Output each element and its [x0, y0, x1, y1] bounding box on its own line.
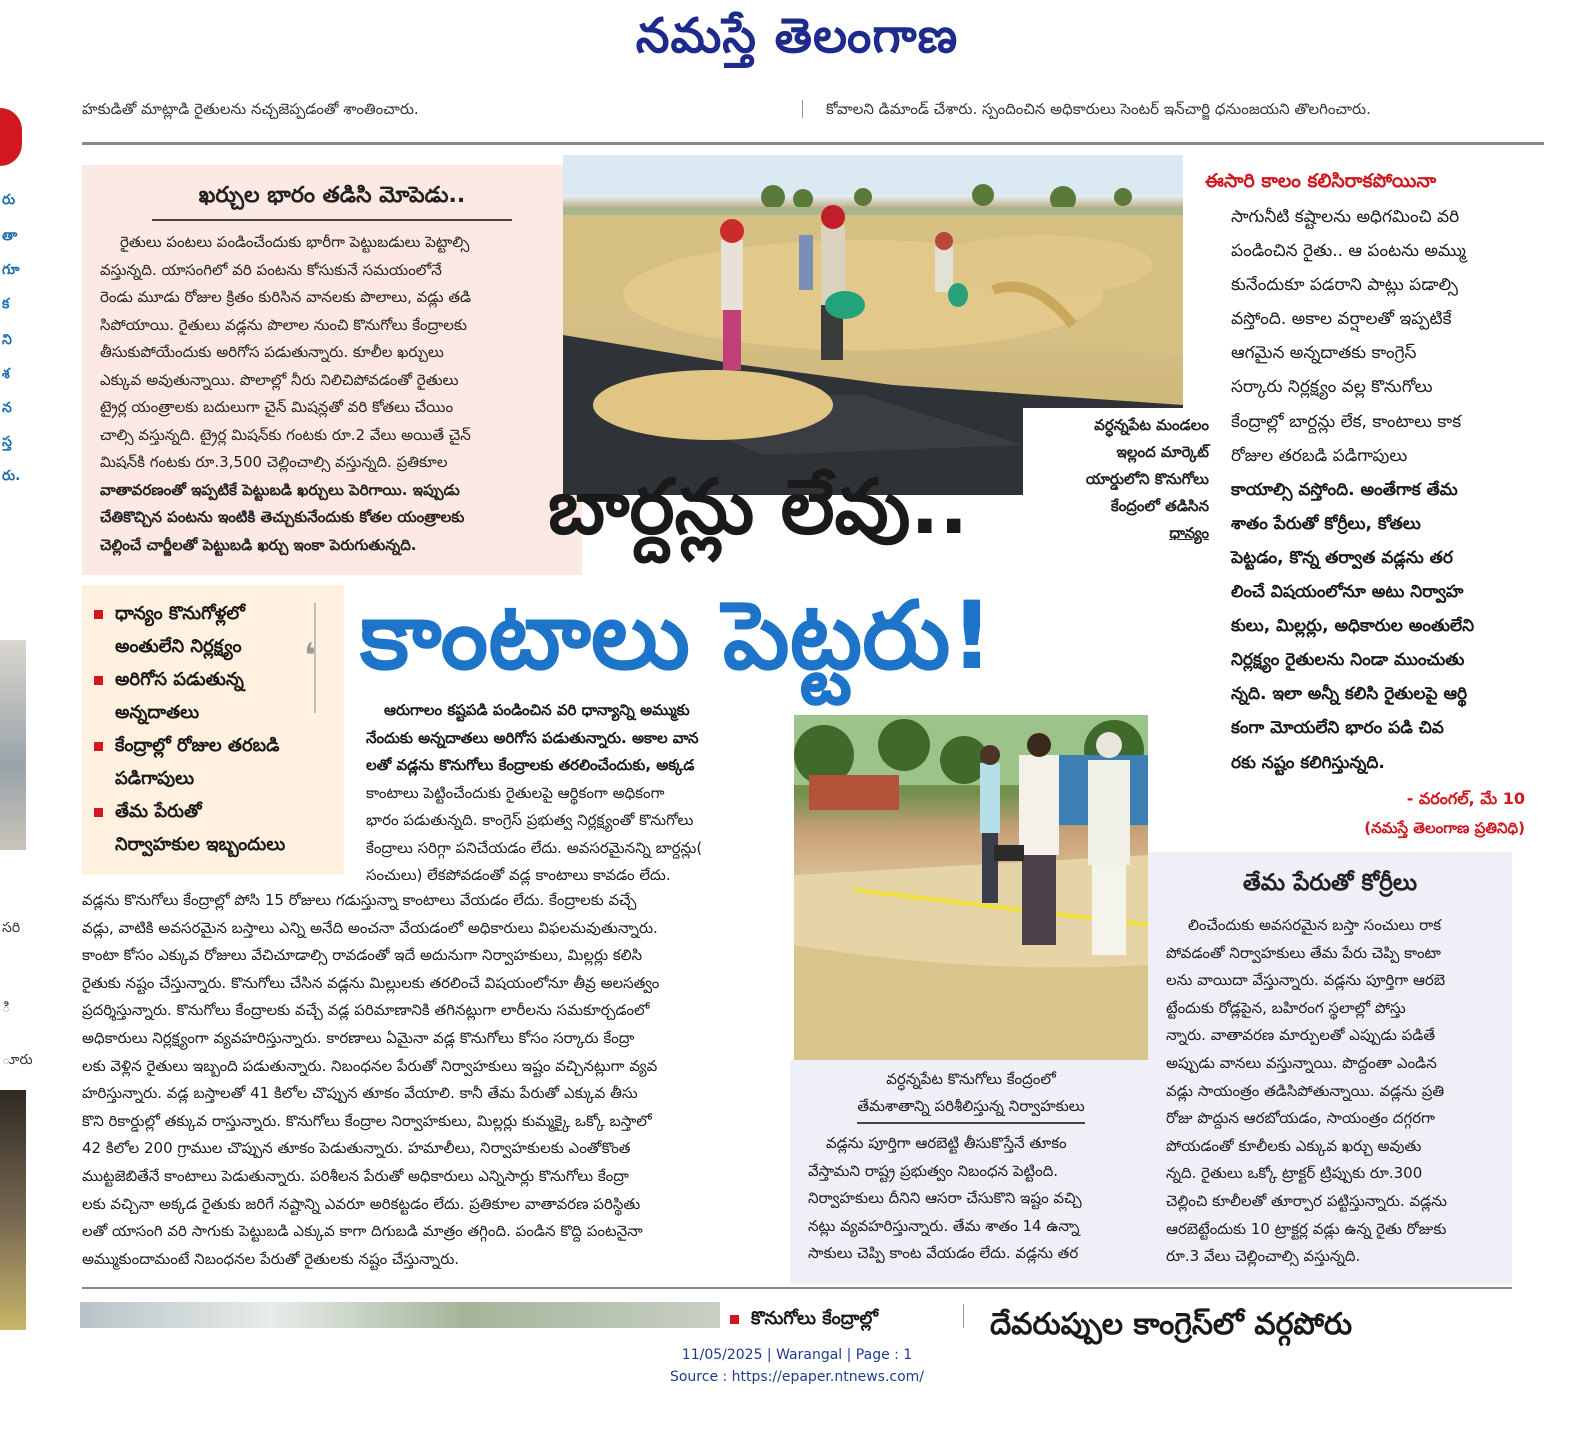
- strip-glyph: సరి: [2, 920, 21, 936]
- text-line: మిషన్‌కి గంటకు రూ.3,500 చెల్లించాల్సి వస్తున్నది. ప్రతికూల: [100, 453, 448, 471]
- next-story-photo: [80, 1302, 720, 1328]
- text-line: కేంద్రాలు సరిగ్గా పనిచేయడం లేదు. అవసరమైనన్ని బార్దన్లు(: [366, 838, 703, 857]
- text-line: కాంటా కోసం ఎక్కువ రోజులు వేచిచూడాల్సి రావడంతో ఇదే అదునుగా నిర్వాహకులు, మిల్లర్లు కలిసి: [82, 946, 643, 965]
- moisture-right-text: [1166, 912, 1496, 1271]
- text-line: లను వాయిదా వేస్తున్నారు. వడ్లను పూర్తిగా ఆరబె: [1166, 971, 1446, 990]
- text-line: 42 కిలోల 200 గ్రాముల చొప్పున తూకం పెడుతున్నారు. హమాలీలు, నిర్వాహకులకు ఎంతోకొంత: [82, 1139, 631, 1158]
- text-line: సాకులు చెప్పి కాంట వేయడం లేదు. వడ్లను తర: [808, 1244, 1079, 1262]
- headline-line2: కాంటాలు పెట్టరు!: [360, 582, 994, 691]
- caption-line: వర్ధన్నపేట కొనుగోలు కేంద్రంలో: [886, 1070, 1056, 1088]
- column-divider: [963, 1304, 964, 1328]
- strip-glyph: ూరు: [2, 1052, 33, 1068]
- next-story-bullet: [730, 1302, 950, 1328]
- text-line: న్నది. ఇలా అన్నీ కలిసి రైతులపై ఆర్థి: [1231, 684, 1468, 705]
- credit-line: (నమస్తే తెలంగాణ ప్రతినిధి): [1364, 818, 1525, 837]
- top-rule: [82, 142, 1544, 145]
- next-headline: దేవరుప్పుల కాంగ్రెస్‌లో వర్గపోరు: [990, 1307, 1353, 1342]
- text-line: కునేందుకూ పడరాని పాట్లు పడాల్సి: [1231, 275, 1458, 296]
- top-snippet-right: కోవాలని డిమాండ్ చేశారు. స్పందించిన అధికారులు సెంటర్ ఇన్‌చార్జి ధనుంజయని తొలగించారు.: [826, 100, 1371, 118]
- text-line: రూ.3 వేలు చెల్లించాల్సి వస్తున్నది.: [1166, 1247, 1361, 1266]
- text-line: రైతులు పంటలు పండించేందుకు భారీగా పెట్టుబడులు పెట్టాల్సి: [120, 233, 470, 251]
- masthead-title: నమస్తే తెలంగాణ: [635, 8, 959, 64]
- photo2-caption: [798, 1066, 1144, 1124]
- adjacent-photo: [0, 1090, 26, 1330]
- top-snippet-left: హకుడితో మాట్లాడి రైతులను నచ్చజెప్పడంతో శాంతించారు.: [82, 100, 419, 118]
- strip-glyph: న: [2, 400, 12, 416]
- text-line: లతో యాసంగి వరి సాగుకు పెట్టుబడి ఎక్కువ కాగా దిగుబడి మాత్రం తగ్గింది. పండిన కొద్ది పంటనైనా: [82, 1222, 643, 1241]
- right-kicker: ఈసారి కాలం కలిసిరాకపోయినా: [1205, 170, 1437, 192]
- text-line: వాతావరణంతో ఇప్పటికే పెట్టుబడి ఖర్చులు పెరిగాయి. ఇప్పుడు: [100, 480, 460, 499]
- text-line: అమ్ముకుందామంటే నిబంధనల పేరుతో రైతులకు నష్టం చేస్తున్నారు.: [82, 1249, 460, 1268]
- highlight-item: కేంద్రాల్లో రోజుల తరబడి పడిగాపులు: [94, 729, 324, 795]
- text-line: ముట్టజెబితేనే కాంటాలు పెడుతున్నారు. పరిశీలన పేరుతో అధికారులు ఎన్నిసార్లు కొనుగోలు కేంద్రా: [82, 1166, 629, 1185]
- text-line: సర్కారు నిర్లక్ష్యం వల్ల కొనుగోలు: [1231, 377, 1433, 398]
- caption-line: వర్ధన్నపేట మండలం: [1094, 416, 1209, 434]
- bullet-icon: [94, 676, 103, 685]
- cost-burden-heading: ఖర్చుల భారం తడిసి మోపెడు..: [152, 183, 512, 221]
- highlights-list: [94, 597, 324, 861]
- red-badge: [0, 108, 22, 166]
- bullet-icon: [94, 610, 103, 619]
- text-line: ప్రదర్శిస్తున్నారు. కొనుగోలు కేంద్రాలకు వచ్చే వడ్ల పరిమాణానికి తగినట్లుగా లారీలను సమకూర్చడంలో: [82, 1001, 650, 1020]
- moisture-check-photo-illustration: [794, 715, 1148, 1060]
- text-line: ఆరుగాలం కష్టపడి పండించిన వరి ధాన్యాన్ని అమ్ముకు: [384, 701, 690, 719]
- text-line: ట్టేందుకు రోడ్లపైన, బహిరంగ స్థలాల్లో పోస్తు: [1166, 998, 1406, 1017]
- strip-glyph: ి: [2, 1000, 11, 1016]
- text-line: వడ్లు, వాటికి అవసరమైన బస్తాలు ఎన్ని అనేది అంచనా వేయడంలో అధికారులు విఫలమవుతున్నారు.: [82, 918, 658, 937]
- text-line: చెల్లించే చార్జీలతో పెట్టుబడి ఖర్చు ఇంకా పెరుగుతున్నది.: [100, 535, 417, 554]
- text-line: లతో వడ్లను కొనుగోలు కేంద్రాలకు తరలించేందుకు, అక్కడ: [366, 756, 695, 774]
- text-line: చెల్లించి కూలీలతో తూర్పార పట్టిస్తున్నారు. వడ్లను: [1166, 1191, 1447, 1210]
- text-line: ట్రైర్ల యంత్రాలకు బదులుగా చైన్ మిషన్లతో వరి కోతలు చేయిం: [100, 398, 454, 416]
- text-line: లకు వచ్చినా అక్కడ రైతుకు జరిగే నష్టాన్ని ఎవరూ అరికట్టడం లేదు. ప్రతికూల వాతావరణ పరిస్థితు: [82, 1194, 641, 1213]
- text-line: తీసుకుపోయేందుకు అరిగోస పడుతున్నారు. కూలీల ఖర్చులు: [100, 343, 444, 361]
- text-line: పండించిన రైతు.. ఆ పంటను అమ్ము: [1231, 241, 1466, 262]
- bullet-icon: [94, 808, 103, 817]
- text-line: రైతుకు నష్టం చేస్తున్నారు. కొనుగోలు చేసిన వడ్లను మిల్లులకు తరలించే విషయంలోనూ తీవ్ర అలసత్వం: [82, 973, 660, 992]
- text-line: శాతం పేరుతో కోర్రీలు, కోతలు: [1231, 513, 1421, 534]
- bullet-icon: [94, 742, 103, 751]
- text-line: రోజు పొద్దున ఆరబోయడం, సాయంత్రం దగ్గరగా: [1166, 1109, 1435, 1128]
- caption-line: కేంద్రంలో తడిసిన: [1110, 497, 1209, 515]
- caption-line: ధాన్యం: [1169, 524, 1209, 542]
- bullet-icon: [730, 1315, 739, 1324]
- text-line: లించే విషయంలోనూ అటు నిర్వాహ: [1231, 582, 1464, 603]
- text-line: అధికారులు నిర్లక్ష్యంగా వ్యవహరిస్తున్నారు. కారణాలు ఏమైనా వడ్ల కొనుగోలు కోసం సర్కారు కేంద్రా: [82, 1028, 635, 1047]
- strip-glyph: రు: [2, 192, 16, 208]
- text-line: భారం పడుతున్నది. కాంగ్రెస్ ప్రభుత్వ నిర్లక్ష్యంతో కొనుగోలు: [366, 811, 694, 829]
- text-line: కాయాల్సి వస్తోంది. అంతేగాక తేమ: [1231, 479, 1458, 500]
- text-line: న్నారు. వాతావరణ మార్పులతో ఎప్పుడు పడితే: [1166, 1026, 1436, 1045]
- text-line: నట్లు వ్యవహరిస్తున్నారు. తేమ శాతం 14 ఉన్నా: [808, 1216, 1080, 1235]
- text-line: రెండు మూడు రోజుల క్రితం కురిసిన వానలకు పొలాలు, వడ్లు తడి: [100, 288, 472, 306]
- text-line: కేంద్రాల్లో బార్దన్లు లేక, కాంటాలు కాక: [1231, 411, 1462, 432]
- text-line: ఆరబెట్టేందుకు 10 ట్రాక్టర్ల వడ్లు ఉన్న రైతు రోజుకు: [1166, 1219, 1447, 1238]
- adjacent-page-strip: [0, 100, 33, 1360]
- strip-glyph: శ: [2, 366, 10, 382]
- text-line: సిపోయాయి. రైతులు వడ్లను పొలాల నుంచి కొనుగోలు కేంద్రాలకు: [100, 315, 467, 334]
- strip-glyph: రు.: [2, 468, 21, 484]
- text-line: వడ్లు సాయంత్రం తడిసిపోతున్నాయి. వడ్లను ప్రతి: [1166, 1081, 1445, 1100]
- cost-burden-text: [100, 229, 564, 559]
- text-line: సంచులు) లేకపోవడంతో వడ్ల కాంటాలు కావడం లేదు.: [366, 866, 671, 884]
- footer-edition: 11/05/2025 | Warangal | Page : 1: [681, 1347, 913, 1363]
- text-line: చాల్సి వస్తున్నది. ట్రైర్ల మిషన్‌కు గంటకు రూ.2 వేలు అయితే చైన్: [100, 425, 471, 444]
- strip-glyph: ని: [2, 332, 12, 348]
- strip-glyph: స్త: [2, 434, 12, 450]
- text-line: వస్తున్నది. యాసంగిలో వరి పంటను కోసుకునే సమయంలోనే: [100, 260, 442, 279]
- text-line: వస్తోంది. అకాల వర్షాలతో ఇప్పటికే: [1231, 309, 1452, 330]
- text-line: పెట్టడం, కొన్న తర్వాత వడ్లను తర: [1231, 547, 1453, 568]
- text-line: చేతికొచ్చిన పంటను ఇంటికి తెచ్చుకునేందుకు కోతల యంత్రాలకు: [100, 508, 465, 526]
- text-line: లకు వెళ్లిన రైతులు ఇబ్బంది పడుతున్నారు. నిబంధనల పేరుతో నిర్వాహకులు ఇష్టం వచ్చినట్లుగా వ్యవ: [82, 1056, 658, 1075]
- text-line: పోయడంతో కూలీలకు ఎక్కువ ఖర్చు అవుతు: [1166, 1136, 1422, 1155]
- highlight-item: తేమ పేరుతో నిర్వాహకుల ఇబ్బందులు: [94, 795, 324, 861]
- photo1-caption: [1023, 408, 1215, 551]
- text-line: నిర్లక్ష్యం రైతులను నిండా ముంచుతు: [1231, 650, 1465, 671]
- strip-glyph: క: [2, 296, 10, 312]
- quote-icon: ❛: [304, 636, 316, 676]
- text-line: వడ్లను పూర్తిగా ఆరబెట్టి తీసుకొస్తేనే తూకం: [826, 1134, 1067, 1152]
- text-line: సాగునీటి కష్టాలను అధిగమించి వరి: [1231, 207, 1460, 227]
- text-line: కంగా మోయలేని భారం పడి చివ: [1231, 718, 1444, 739]
- moisture-left-text: [808, 1130, 1144, 1268]
- text-line: హరిస్తున్నారు. వడ్ల బస్తాలతో 41 కిలోల చొప్పున తూకం వేయాలి. కానీ తేమ పేరుతో ఎక్కువ తీసు: [82, 1084, 638, 1103]
- text-line: నిర్వాహకులు దీనిని ఆసరా చేసుకొని ఇష్టం వచ్చి: [808, 1189, 1082, 1207]
- text-line: కొని రికార్డుల్లో తక్కువ రాస్తున్నారు. కొనుగోలు కేంద్రాల నిర్వాహకులు, మిల్లర్లు కుమ్మక్కై ఒక్కో బస్తాలో: [82, 1111, 652, 1130]
- right-column: [1205, 168, 1525, 842]
- highlight-item: ధాన్యం కొనుగోళ్లలో అంతులేని నిర్లక్ష్యం: [94, 597, 324, 663]
- caption-line: తేమశాతాన్ని పరిశీలిస్తున్న నిర్వాహకులు: [857, 1093, 1084, 1124]
- text-line: వడ్లను కొనుగోలు కేంద్రాల్లో పోసి 15 రోజులు గడుస్తున్నా కాంటాలు వేయడం లేదు. కేంద్రాలకు వచ్చే: [82, 891, 637, 909]
- text-line: ఎక్కువ అవుతున్నాయి. పొలాల్లో నీరు నిలిచిపోవడంతో రైతులు: [100, 370, 459, 389]
- text-line: పోవడంతో నిర్వాహకులు తేమ పేరు చెప్పి కాంటా: [1166, 943, 1441, 962]
- caption-line: ఇల్లంద మార్కెట్: [1116, 443, 1209, 461]
- moisture-check-photo: [794, 715, 1148, 1060]
- bottom-rule: [82, 1287, 1512, 1289]
- strip-glyph: తా: [2, 228, 18, 244]
- dateline: - వరంగల్, మే 10: [1406, 788, 1525, 808]
- headline-line1: బార్దన్లు లేవు..: [548, 462, 969, 551]
- moisture-heading: తేమ పేరుతో కోర్రీలు: [1242, 870, 1418, 896]
- footer: [0, 1344, 1594, 1388]
- text-line: అప్పుడు వానలు వస్తున్నాయి. పొద్దంతా ఎండిన: [1166, 1053, 1437, 1072]
- text-line: నేందుకు అన్నదాతలు అరిగోస పడుతున్నారు. అకాల వాన: [366, 728, 699, 747]
- text-line: లించేందుకు అవసరమైన బస్తా సంచులు రాక: [1188, 916, 1442, 934]
- right-column-text: [1205, 200, 1525, 780]
- text-line: వేస్తామని రాష్ట్ర ప్రభుత్వం నిబంధన పెట్టింది.: [808, 1161, 1059, 1180]
- adjacent-photo: [0, 640, 26, 850]
- masthead: [0, 0, 1594, 80]
- caption-line: యార్డులోని కొనుగోలు: [1085, 470, 1209, 488]
- strip-glyph: గూ: [2, 262, 20, 278]
- text-line: కులు, మిల్లర్లు, అధికారుల అంతులేని: [1231, 616, 1475, 637]
- text-line: రోజుల తరబడి పడిగాపులు: [1231, 445, 1408, 466]
- highlights-box: [82, 585, 344, 875]
- lead-paragraph: [366, 697, 766, 890]
- text-line: రకు నష్టం కలిగిస్తున్నది.: [1231, 752, 1385, 773]
- cost-burden-box: [82, 165, 582, 575]
- text-line: న్నది. రైతులు ఒక్కో ట్రాక్టర్ ట్రిప్పుకు రూ.300: [1166, 1164, 1423, 1183]
- main-article: [82, 887, 772, 1273]
- column-divider: [802, 100, 803, 118]
- next-story-bullet-text: కొనుగోలు కేంద్రాల్లో: [751, 1308, 879, 1329]
- text-line: కాంటాలు పెట్టించేందుకు రైతులపై ఆర్థికంగా అధికంగా: [366, 783, 665, 802]
- highlight-item: అరిగోస పడుతున్న అన్నదాతలు: [94, 663, 324, 729]
- text-line: ఆగమైన అన్నదాతకు కాంగ్రెస్: [1231, 343, 1417, 364]
- footer-source[interactable]: Source : https://epaper.ntnews.com/: [669, 1369, 925, 1385]
- moisture-right-box: [1148, 852, 1512, 1284]
